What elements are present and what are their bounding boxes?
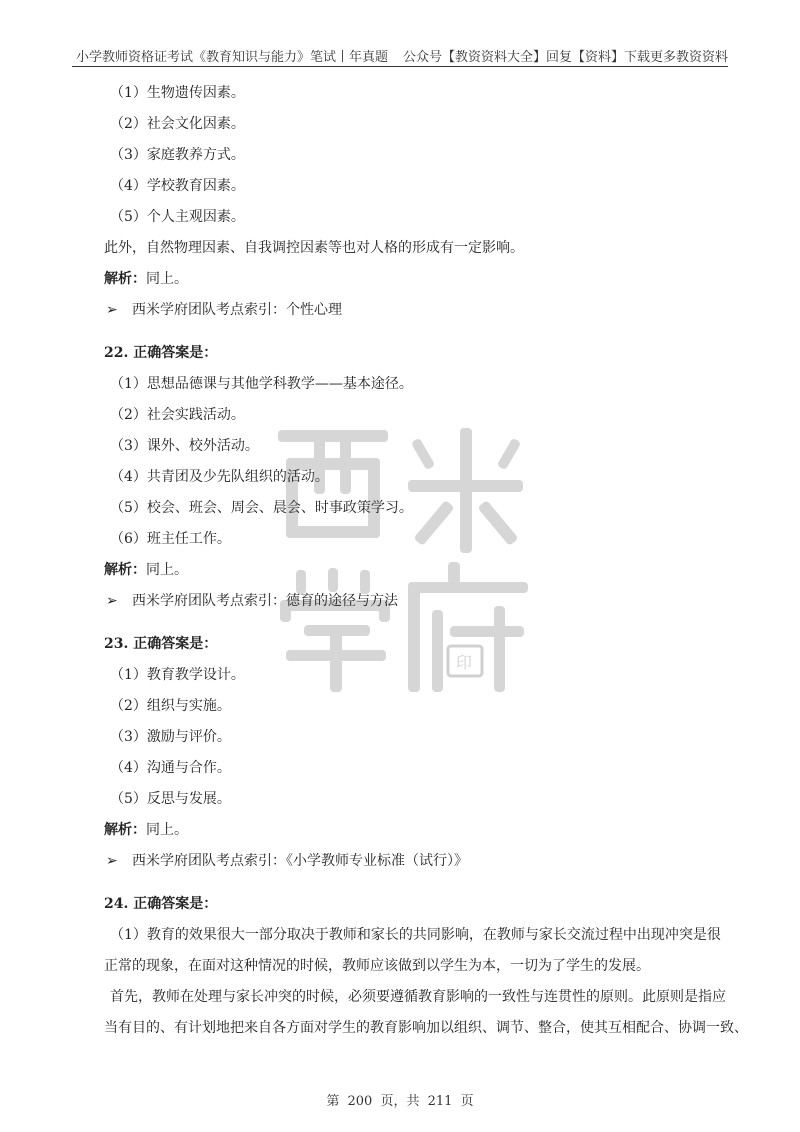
list-item: （3）激励与评价。 [110,729,231,745]
list-item: （2）社会文化因素。 [110,116,245,132]
analysis [104,555,744,586]
paragraph-line: 首先，教师在处理与家长冲突的时候，必须要遵循教育影响的一致性与连贯性的原则。此原则是指应 [110,989,726,1005]
list-item: （1）生物遗传因素。 [110,85,245,101]
index-bullet [104,846,744,877]
list-item: （1）思想品德课与其他学科教学——基本途径。 [110,376,413,392]
list-item: （4）学校教育因素。 [110,178,245,194]
list-item: （3）家庭教养方式。 [110,147,245,163]
list-item: （5）个人主观因素。 [110,209,245,225]
section-q22 [104,338,744,617]
analysis-label: 解析： [104,822,146,838]
paragraph-line: 当有目的、有计划地把来自各方面对学生的教育影响加以组织、调节、整合，使其互相配合、协调一致、 [104,1020,748,1036]
question-title: 24. 正确答案是： [104,896,218,912]
header-title: 小学教师资格证考试《教育知识与能力》笔试丨年真题 [76,50,389,65]
analysis [104,264,744,295]
analysis [104,815,744,846]
footer-page-number: 200 [347,1094,373,1109]
analysis-text: 同上。 [146,822,188,838]
list-item: （1）教育教学设计。 [110,667,245,683]
index-text: 西米学府团队考点索引：德育的途径与方法 [132,593,398,609]
section-q24 [104,889,748,1044]
list-item: （4）沟通与合作。 [110,760,231,776]
footer-total-pages: 211 [427,1094,453,1109]
section-q23 [104,629,744,877]
footer-prefix: 第 [326,1094,340,1109]
page-footer [0,1090,800,1109]
question-title: 22. 正确答案是： [104,345,218,361]
analysis-text: 同上。 [146,562,188,578]
list-item: （3）课外、校外活动。 [110,438,259,454]
question-title: 23. 正确答案是： [104,636,218,652]
paragraph-line: 正常的现象，在面对这种情况的时候，教师应该做到以学生为本，一切为了学生的发展。 [104,958,650,974]
section-prev [104,78,744,326]
footer-mid: 页，共 [380,1094,420,1109]
index-bullet [104,295,744,326]
index-text: 西米学府团队考点索引：个性心理 [132,302,342,318]
arrow-icon: ➢ [106,853,118,869]
list-item: （6）班主任工作。 [110,531,231,547]
page-content [104,78,748,1044]
header-promo: 公众号【教资资料大全】回复【资料】下载更多教资资料 [402,50,728,65]
analysis-text: 同上。 [146,271,188,287]
list-item: （2）社会实践活动。 [110,407,245,423]
list-item: （5）校会、班会、周会、晨会、时事政策学习。 [110,500,413,516]
analysis-label: 解析： [104,562,146,578]
list-item: （2）组织与实施。 [110,698,231,714]
page-header [72,44,728,67]
arrow-icon: ➢ [106,593,118,609]
extra-note: 此外，自然物理因素、自我调控因素等也对人格的形成有一定影响。 [104,240,524,256]
list-item: （5）反思与发展。 [110,791,231,807]
index-text: 西米学府团队考点索引：《小学教师专业标准（试行）》 [132,853,468,869]
paragraph-line: （1）教育的效果很大一部分取决于教师和家长的共同影响，在教师与家长交流过程中出现冲突是很 [110,927,721,943]
analysis-label: 解析： [104,271,146,287]
footer-suffix: 页 [460,1094,474,1109]
index-bullet [104,586,744,617]
list-item: （4）共青团及少先队组织的活动。 [110,469,329,485]
watermark-stamp: 印 [456,653,473,672]
arrow-icon: ➢ [106,302,118,318]
